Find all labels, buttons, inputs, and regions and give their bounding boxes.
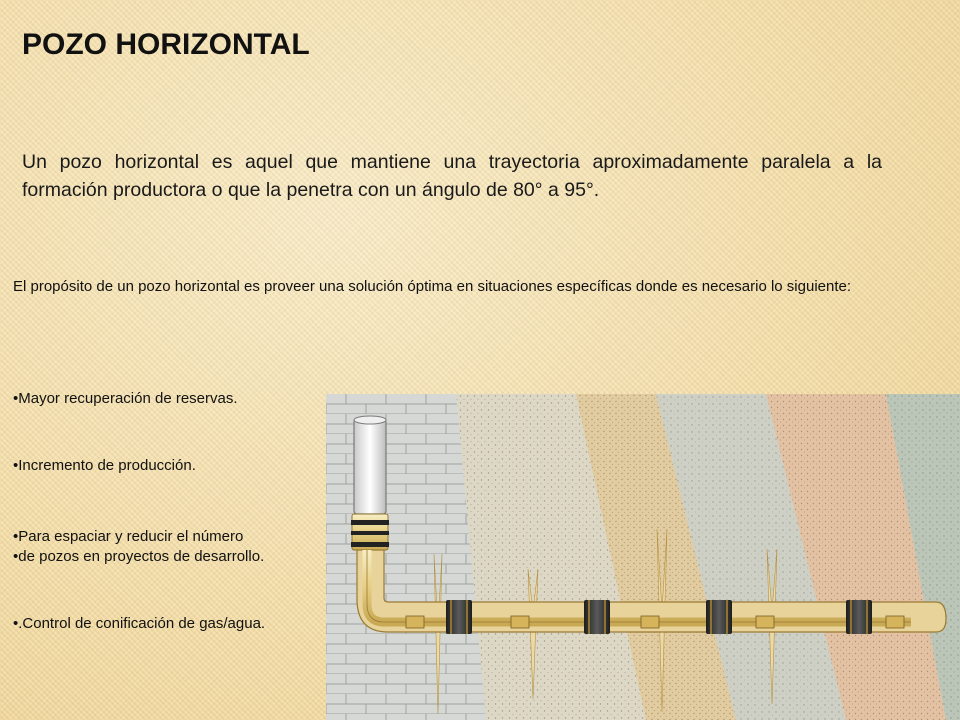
page-title: POZO HORIZONTAL	[22, 28, 310, 61]
intro-paragraph: Un pozo horizontal es aquel que mantiene una trayectoria aproximadamente paralela a la formación productora o que la penetra con un ángulo de 80° a 95°.	[22, 151, 882, 201]
sliding-sleeve	[886, 616, 904, 628]
sliding-sleeve	[756, 616, 774, 628]
bullet-item: •Mayor recuperación de reservas.	[13, 390, 238, 407]
bullet-item: •Para espaciar y reducir el número	[13, 528, 244, 545]
sliding-sleeve	[511, 616, 529, 628]
sliding-sleeve	[406, 616, 424, 628]
packer	[706, 600, 732, 634]
bullet-item: •de pozos en proyectos de desarrollo.	[13, 548, 265, 565]
sliding-sleeve	[641, 616, 659, 628]
bullet-item: •Incremento de producción.	[13, 457, 196, 474]
packer	[446, 600, 472, 634]
packer	[584, 600, 610, 634]
bullet-item: •.Control de conificación de gas/agua.	[13, 615, 266, 632]
horizontal-well-diagram	[326, 394, 960, 720]
purpose-paragraph: El propósito de un pozo horizontal es proveer una solución óptima en situaciones específicas donde es necesario lo siguiente:	[13, 278, 852, 295]
packer	[846, 600, 872, 634]
vertical-casing	[354, 419, 386, 514]
